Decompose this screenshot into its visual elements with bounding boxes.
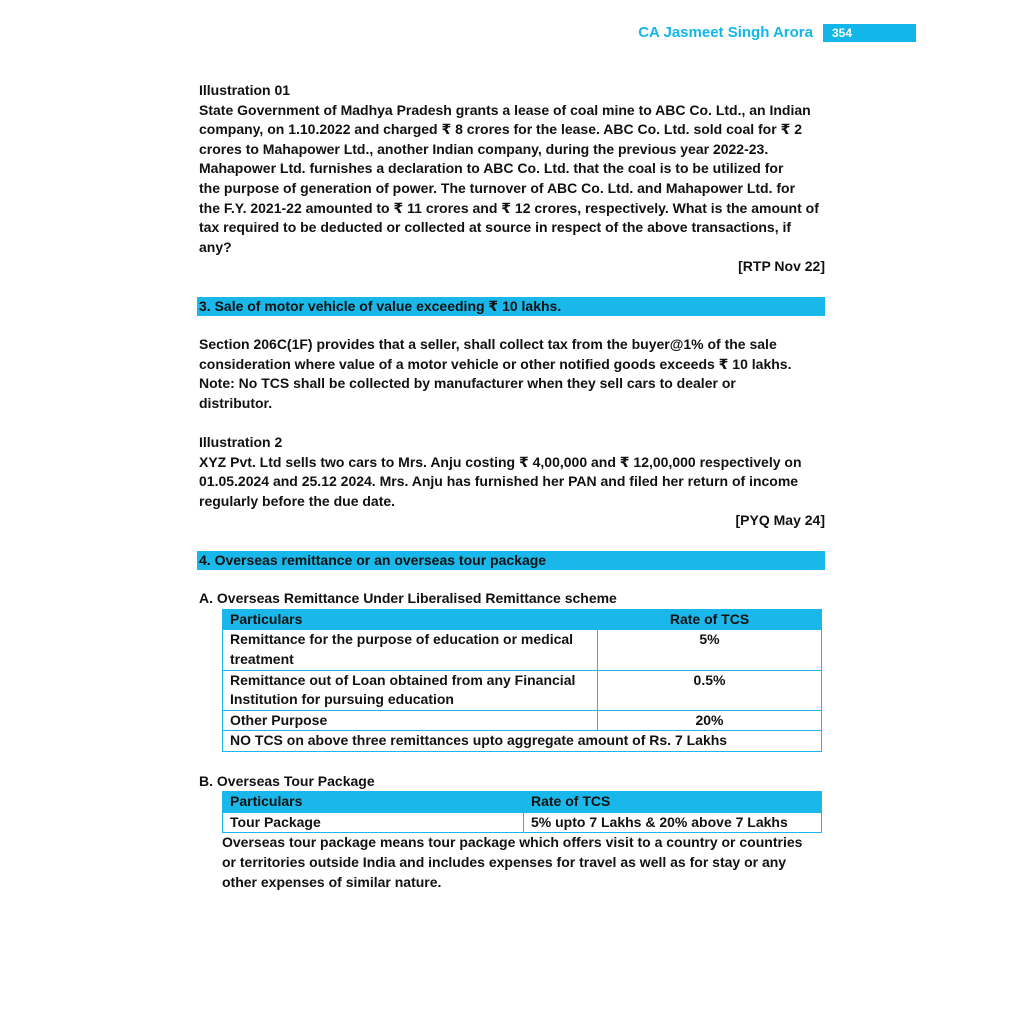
table-cell: Remittance out of Loan obtained from any Financial Institution for pursuing education: [223, 670, 598, 710]
section-heading-3: 3. Sale of motor vehicle of value exceeding ₹ 10 lakhs.: [197, 297, 825, 316]
illustration-line: State Government of Madhya Pradesh grants a lease of coal mine to ABC Co. Ltd., an Indian: [199, 101, 811, 118]
table-cell: 20%: [598, 710, 822, 731]
table-header-row: [223, 792, 822, 813]
page-content: [199, 81, 825, 892]
illustration-line: Mahapower Ltd. furnishes a declaration to ABC Co. Ltd. that the coal is to be utilized for: [199, 160, 784, 177]
subsection-heading-b: B. Overseas Tour Package: [199, 772, 375, 789]
page-header: [0, 23, 1024, 43]
subsection-heading-a: A. Overseas Remittance Under Liberalised Remittance scheme: [199, 590, 617, 607]
table-cell: 5% upto 7 Lakhs & 20% above 7 Lakhs: [524, 812, 822, 833]
table-header-row: [223, 609, 822, 630]
illustration-line: the F.Y. 2021-22 amounted to ₹ 11 crores and ₹ 12 crores, respectively. What is the amount of: [199, 199, 819, 216]
table-header-cell: Rate of TCS: [524, 792, 822, 813]
illustration-line: regularly before the due date.: [199, 492, 396, 509]
section-heading-4: 4. Overseas remittance or an overseas tour package: [197, 551, 825, 570]
table-footer-cell: NO TCS on above three remittances upto aggregate amount of Rs. 7 Lakhs: [223, 731, 822, 752]
table-cell: 0.5%: [598, 670, 822, 710]
section-line: Section 206C(1F) provides that a seller, shall collect tax from the buyer@1% of the sale: [199, 336, 777, 353]
header-author: CA Jasmeet Singh Arora: [638, 24, 813, 41]
illustration-reference: [PYQ May 24]: [735, 512, 825, 529]
tour-package-note: or territories outside India and includes expenses for travel as well as for stay or any: [222, 853, 787, 870]
table-cell: Other Purpose: [223, 710, 598, 731]
illustration-line: the purpose of generation of power. The turnover of ABC Co. Ltd. and Mahapower Ltd. for: [199, 179, 796, 196]
table-row: [223, 630, 822, 670]
table-header-cell: Particulars: [223, 792, 524, 813]
page-number-badge: 354: [823, 24, 916, 42]
table-header-cell: Rate of TCS: [598, 609, 822, 630]
section-line: consideration where value of a motor vehicle or other notified goods exceeds ₹ 10 lakhs.: [199, 355, 792, 372]
tour-package-table: [222, 791, 822, 833]
table-cell: 5%: [598, 630, 822, 670]
illustration-line: XYZ Pvt. Ltd sells two cars to Mrs. Anju costing ₹ 4,00,000 and ₹ 12,00,000 respectively on: [199, 453, 802, 470]
table-row: [223, 670, 822, 710]
illustration-reference: [RTP Nov 22]: [738, 258, 825, 275]
table-footer-row: [223, 731, 822, 752]
illustration-title: Illustration 2: [199, 434, 283, 451]
tour-package-note: Overseas tour package means tour package which offers visit to a country or countries: [222, 834, 803, 851]
section-line: Note: No TCS shall be collected by manufacturer when they sell cars to dealer or: [199, 375, 736, 392]
lrs-rate-table: [222, 609, 822, 752]
table-row: [223, 812, 822, 833]
table-row: [223, 710, 822, 731]
table-cell: Remittance for the purpose of education or medical treatment: [223, 630, 598, 670]
table-header-cell: Particulars: [223, 609, 598, 630]
tour-package-note: other expenses of similar nature.: [222, 873, 442, 890]
table-cell: Tour Package: [223, 812, 524, 833]
illustration-line: crores to Mahapower Ltd., another Indian company, during the previous year 2022-23.: [199, 140, 769, 157]
illustration-line: company, on 1.10.2022 and charged ₹ 8 crores for the lease. ABC Co. Ltd. sold coal for ₹ 2: [199, 121, 802, 138]
illustration-line: tax required to be deducted or collected at source in respect of the above transactions, if: [199, 219, 792, 236]
illustration-line: any?: [199, 238, 232, 255]
illustration-title: Illustration 01: [199, 82, 291, 98]
section-line: distributor.: [199, 394, 273, 411]
illustration-line: 01.05.2024 and 25.12 2024. Mrs. Anju has furnished her PAN and filed her return of income: [199, 473, 799, 490]
